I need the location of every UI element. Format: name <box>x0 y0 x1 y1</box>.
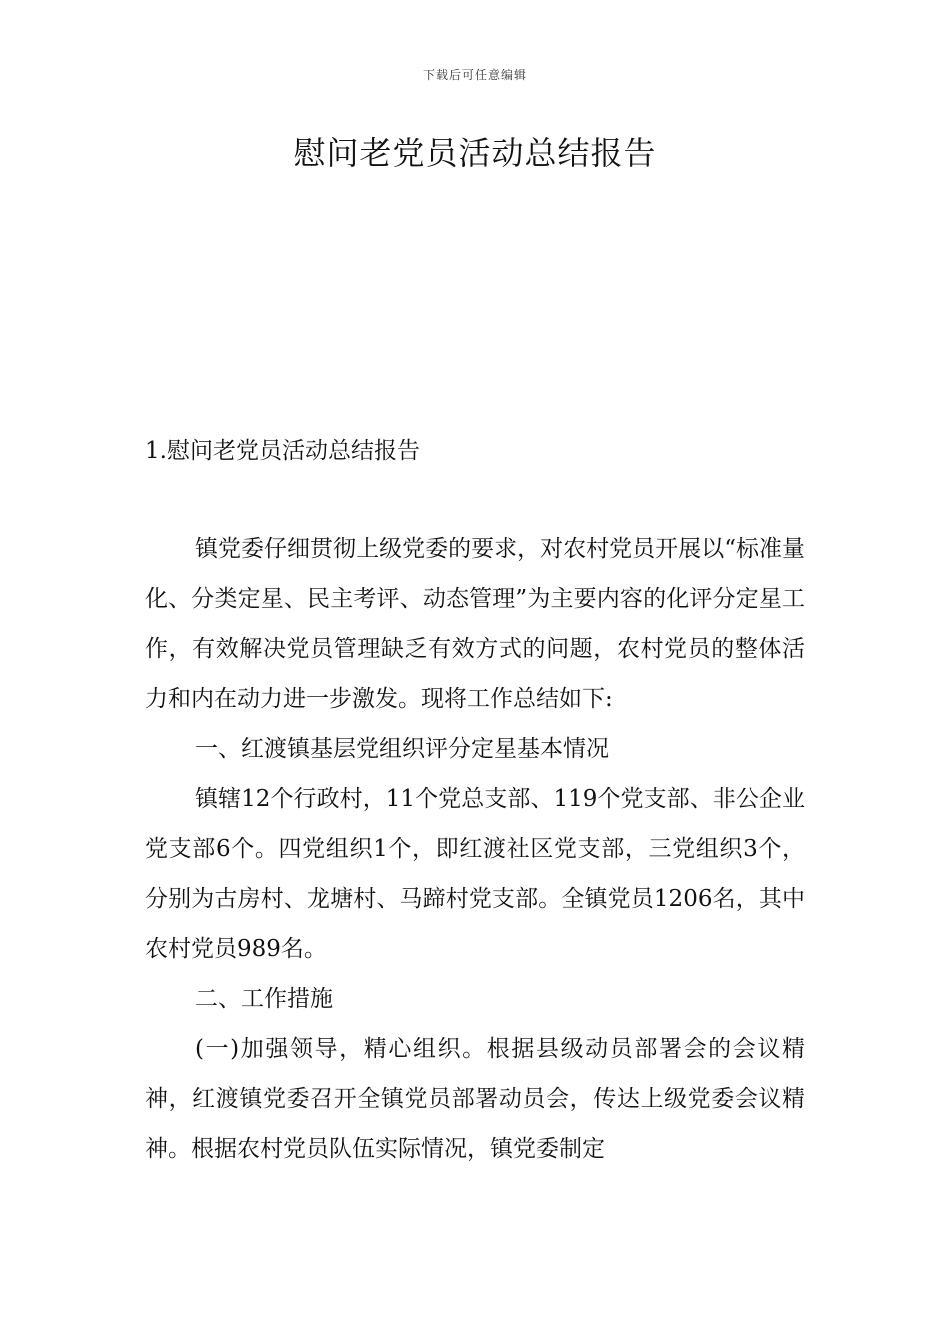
paragraph-overview: 镇辖12个行政村，11个党总支部、119个党支部、非公企业党支部6个。四党组织1个，即红渡社区党支部，三党组织3个，分别为古房村、龙塘村、马蹄村党支部。全镇党员1206名，其中农村党员989名。 <box>145 786 805 962</box>
document-title: 慰问老党员活动总结报告 <box>293 134 657 172</box>
paragraph-intro: 镇党委仔细贯彻上级党委的要求，对农村党员开展以“标准量化、分类定星、民主考评、动态管理”为主要内容的化评分定星工作，有效解决党员管理缺乏有效方式的问题，农村党员的整体活力和内在动力进一步激发。现将工作总结如下: <box>145 536 805 712</box>
paragraph-heading-two: 二、工作措施 <box>195 986 333 1012</box>
paragraph-measures: (一)加强领导，精心组织。根据县级动员部署会的会议精神，红渡镇党委召开全镇党员部署动员会，传达上级党委会议精神。根据农村党员队伍实际情况，镇党委制定 <box>145 1036 805 1162</box>
document-body <box>145 524 805 1174</box>
section-heading: 1.慰问老党员活动总结报告 <box>145 438 420 464</box>
paragraph-heading-one: 一、红渡镇基层党组织评分定星基本情况 <box>195 736 609 762</box>
header-note: 下载后可任意编辑 <box>422 68 527 82</box>
